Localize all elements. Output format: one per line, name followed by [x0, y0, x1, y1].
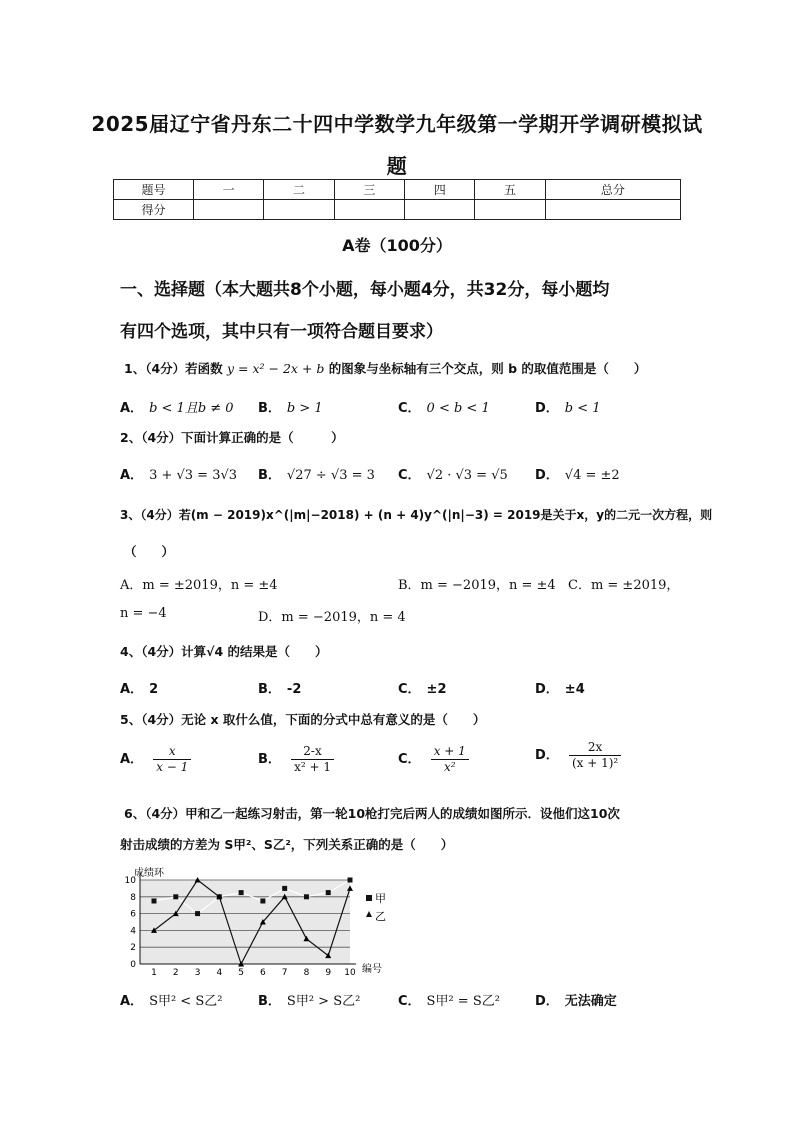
q1-option-d[interactable]: [535, 397, 601, 416]
score-cell: 得分: [114, 200, 194, 220]
chart-xlabel: 编号: [362, 964, 382, 975]
q6-option-a[interactable]: [120, 990, 222, 1009]
q5-option-c[interactable]: [398, 744, 469, 775]
chart-point-jia: [282, 886, 287, 891]
chart-xtick-label: 4: [216, 968, 223, 978]
score-table: [113, 179, 681, 220]
q5-option-b[interactable]: [258, 744, 334, 775]
chart-ytick-label: 8: [130, 892, 136, 903]
option-label: B．: [258, 994, 281, 1009]
numerator: x + 1: [431, 744, 469, 760]
chart-grid: [140, 880, 350, 964]
q1-option-b[interactable]: [258, 397, 323, 416]
q6-option-b[interactable]: [258, 990, 360, 1009]
option-label: A．: [120, 401, 144, 416]
option-label: B．: [258, 401, 281, 416]
q1-option-c[interactable]: [398, 397, 490, 416]
chart-point-jia: [304, 894, 309, 899]
question-1: [124, 359, 646, 377]
chart-plot-area: [140, 880, 350, 964]
question-2: 2、（4分）下面计算正确的是（ ）: [120, 430, 344, 445]
fraction: [431, 744, 469, 775]
score-input-cell[interactable]: [194, 200, 264, 220]
q3-option-c-cont[interactable]: n = −4: [120, 606, 167, 621]
denominator: x − 1: [156, 760, 189, 774]
option-label: C．: [398, 752, 421, 767]
option-text: b < 1: [564, 401, 601, 416]
option-text: √27 ÷ √3 = 3: [286, 468, 375, 483]
chart-point-jia: [173, 894, 178, 899]
doc-title-line1: 2025届辽宁省丹东二十四中学数学九年级第一学期开学调研模拟试: [91, 112, 703, 136]
q4-option-d[interactable]: [535, 678, 591, 697]
score-input-cell[interactable]: [475, 200, 545, 220]
q6-option-c[interactable]: [398, 990, 500, 1009]
chart-xtick-label: 1: [151, 968, 157, 978]
numerator: 2x: [569, 740, 621, 756]
score-table-row: [114, 200, 681, 220]
q2-option-c[interactable]: [398, 464, 508, 483]
score-cell: 一: [194, 180, 264, 200]
option-text: 无法确定: [564, 994, 617, 1009]
option-text: b > 1: [286, 401, 323, 416]
q1-formula: y = x² − 2x + b: [227, 361, 325, 376]
legend-label-jia: 甲: [375, 892, 386, 905]
score-cell: 四: [405, 180, 475, 200]
option-label: D．: [535, 401, 559, 416]
score-table-header-row: [114, 180, 681, 200]
option-text: S甲² > S乙²: [286, 994, 361, 1009]
question-3: 3、（4分）若(m − 2019)x^(|m|−2018) + (n + 4)y^(|n|−3) = 2019是关于x，y的二元一次方程，则: [120, 508, 713, 522]
q1-suffix: 的图象与坐标轴有三个交点，则 b 的取值范围是（ ）: [328, 361, 647, 376]
legend-label-yi: 乙: [375, 910, 386, 923]
q3-option-d[interactable]: D．m = −2019，n = 4: [258, 610, 406, 625]
option-label: B．: [258, 752, 281, 767]
legend-marker-jia: [366, 895, 372, 901]
score-cell: 二: [264, 180, 334, 200]
chart-xtick-label: 9: [325, 968, 332, 978]
chart-xtick-label: 6: [260, 968, 266, 978]
q6-option-d[interactable]: [535, 990, 623, 1009]
fraction: [153, 744, 191, 775]
score-input-cell[interactable]: [405, 200, 475, 220]
option-label: A．: [120, 752, 144, 767]
chart-xtick-label: 8: [303, 968, 310, 978]
denominator: (x + 1)²: [571, 756, 619, 770]
q4-option-b[interactable]: [258, 678, 307, 697]
section-heading: A卷（100分）: [342, 236, 452, 255]
option-label: D．: [535, 994, 559, 1009]
score-chart: [118, 864, 398, 980]
option-text: -2: [286, 682, 302, 697]
question-4: 4、（4分）计算√4 的结果是（ ）: [120, 644, 328, 659]
chart-ytick-label: 10: [124, 876, 136, 886]
chart-xtick-label: 10: [344, 968, 356, 978]
score-input-cell[interactable]: [334, 200, 404, 220]
chart-point-jia: [260, 899, 265, 904]
option-text: 0 < b < 1: [426, 401, 490, 416]
score-cell: 三: [334, 180, 404, 200]
q5-option-d[interactable]: [535, 740, 621, 771]
option-label: C．: [398, 994, 421, 1009]
option-label: A．: [120, 468, 144, 483]
option-text: 3 + √3 = 3√3: [149, 468, 238, 483]
option-text: √4 = ±2: [564, 468, 620, 483]
q1-option-a[interactable]: [120, 397, 234, 416]
option-label: B．: [258, 682, 281, 697]
chart-xtick-label: 3: [194, 968, 201, 978]
legend-marker-yi: [366, 911, 372, 917]
numerator: x: [153, 744, 191, 760]
chart-point-jia: [152, 899, 157, 904]
chart-xtick-label: 5: [238, 968, 244, 978]
q5-option-a[interactable]: [120, 744, 191, 775]
question-6: 6、（4分）甲和乙一起练习射击，第一轮10枪打完后两人的成绩如图所示．设他们这10次: [124, 806, 620, 821]
score-cell: 题号: [114, 180, 194, 200]
q3-option-b[interactable]: B．m = −2019，n = ±4: [398, 578, 556, 593]
option-label: D．: [535, 682, 559, 697]
option-label: B．: [258, 468, 281, 483]
option-label: C．: [398, 401, 421, 416]
option-label: D．: [535, 468, 559, 483]
q4-option-a[interactable]: [120, 678, 164, 697]
chart-xtick-label: 7: [281, 968, 288, 978]
option-text: √2 · √3 = √5: [426, 468, 508, 483]
option-label: D．: [535, 748, 559, 763]
option-text: ±2: [426, 682, 447, 697]
fraction: [569, 740, 621, 771]
doc-title-line2: 题: [386, 154, 408, 178]
option-text: S甲² < S乙²: [149, 994, 223, 1009]
q3-option-a[interactable]: A．m = ±2019，n = ±4: [120, 578, 278, 593]
fraction: [291, 744, 334, 775]
q4-option-c[interactable]: [398, 678, 453, 697]
score-cell: 五: [475, 180, 545, 200]
chart-ytick-label: 6: [130, 909, 136, 920]
numerator: 2-x: [291, 744, 334, 760]
question-5: 5、（4分）无论 x 取什么值，下面的分式中总有意义的是（ ）: [120, 712, 486, 727]
q2-option-a[interactable]: [120, 464, 237, 483]
q2-option-b[interactable]: [258, 464, 375, 483]
q2-option-d[interactable]: [535, 464, 620, 483]
denominator: x² + 1: [294, 760, 331, 774]
option-label: C．: [398, 682, 421, 697]
part1-heading-line2: 有四个选项，其中只有一项符合题目要求）: [120, 322, 443, 342]
chart-ytick-label: 2: [130, 943, 136, 954]
option-text: S甲² = S乙²: [426, 994, 500, 1009]
option-text: b < 1且b ≠ 0: [149, 401, 234, 416]
option-text: 2: [149, 682, 159, 697]
chart-ytick-label: 4: [130, 926, 136, 937]
chart-point-jia: [326, 890, 331, 895]
chart-ytick-label: 0: [130, 960, 136, 970]
chart-point-jia: [348, 878, 353, 883]
q1-prefix: 1、（4分）若函数: [124, 361, 223, 376]
score-input-cell[interactable]: [545, 200, 680, 220]
question-6-line2: 射击成绩的方差为 S甲²、S乙²，下列关系正确的是（ ）: [120, 837, 454, 852]
chart-point-jia: [195, 911, 200, 916]
chart-point-jia: [239, 890, 244, 895]
option-label: C．: [398, 468, 421, 483]
question-3-line2: （ ）: [124, 544, 175, 559]
option-label: A．: [120, 994, 144, 1009]
option-text: ±4: [564, 682, 585, 697]
chart-xtick-label: 2: [172, 968, 179, 978]
q3-option-c[interactable]: C．m = ±2019，: [568, 578, 680, 593]
score-cell: 总分: [545, 180, 680, 200]
score-input-cell[interactable]: [264, 200, 334, 220]
denominator: x²: [443, 760, 456, 774]
option-label: A．: [120, 682, 144, 697]
chart-ylabel: 成绩环: [134, 868, 164, 879]
part1-heading-line1: 一、选择题（本大题共8个小题，每小题4分，共32分，每小题均: [120, 280, 610, 300]
